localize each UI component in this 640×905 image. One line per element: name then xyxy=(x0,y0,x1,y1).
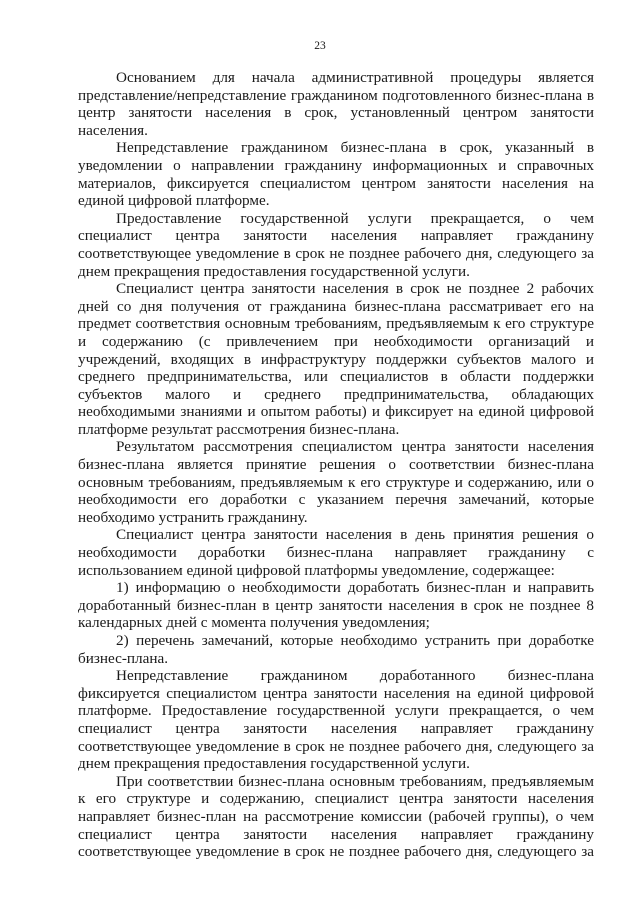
paragraph-review-result: Результатом рассмотрения специалистом центра занятости населения бизнес-плана является принятие решения о соответствии бизнес-плана основным требованиям, предъявляемым к его структуре и содержанию, или о необходимости его доработки с указанием перечня замечаний, которые необходимо устранить гражданину. xyxy=(78,438,594,526)
paragraph-revision-notice: Специалист центра занятости населения в день принятия решения о необходимости доработки бизнес-плана направляет гражданину с использованием единой цифровой платформы уведомление, содержащее: xyxy=(78,526,594,579)
document-body xyxy=(78,69,594,861)
paragraph-revised-non-submission: Непредставление гражданином доработанного бизнес-плана фиксируется специалистом центра занятости населения на единой цифровой платформе. Предоставление государственной услуги прекращается, о чем специалист центра занятости населения направляет гражданину соответствующее уведомление в срок не позднее рабочего дня, следующего за днем прекращения предоставления государственной услуги. xyxy=(78,667,594,773)
page-number: 23 xyxy=(314,40,326,52)
paragraph-basis: Основанием для начала административной процедуры является представление/непредставление гражданином подготовленного бизнес-плана в центр занятости населения в срок, установленный центром занятости населения. xyxy=(78,69,594,139)
paragraph-review: Специалист центра занятости населения в срок не позднее 2 рабочих дней со дня получения от гражданина бизнес-плана рассматривает его на предмет соответствия основным требованиям, предъявляемым к его структуре и содержанию (с привлечением при необходимости организаций и учреждений, входящих в инфраструктуру поддержки субъектов малого и среднего предпринимательства, или специалистов в области поддержки субъектов малого и среднего предпринимательства, обладающих необходимыми знаниями и опытом работы) и фиксирует на единой цифровой платформе результат рассмотрения бизнес-плана. xyxy=(78,280,594,438)
paragraph-commission: При соответствии бизнес-плана основным требованиям, предъявляемым к его структуре и содержанию, специалист центра занятости населения направляет бизнес-план на рассмотрение комиссии (рабочей группы), о чем специалист центра занятости населения направляет гражданину соответствующее уведомление в срок не позднее рабочего дня, следующего за xyxy=(78,772,594,861)
list-item-2: 2) перечень замечаний, которые необходимо устранить при доработке бизнес-плана. xyxy=(78,632,594,667)
paragraph-non-submission: Непредставление гражданином бизнес-плана в срок, указанный в уведомлении о направлении гражданину информационных и справочных материалов, фиксируется специалистом центром занятости населения на единой цифровой платформе. xyxy=(78,139,594,210)
paragraph-termination: Предоставление государственной услуги прекращается, о чем специалист центра занятости населения направляет гражданину соответствующее уведомление в срок не позднее рабочего дня, следующего за днем прекращения предоставления государственной услуги. xyxy=(78,209,594,280)
list-item-1: 1) информацию о необходимости доработать бизнес-план и направить доработанный бизнес-план в центр занятости населения в срок не позднее 8 календарных дней с момента получения уведомления; xyxy=(78,579,594,632)
